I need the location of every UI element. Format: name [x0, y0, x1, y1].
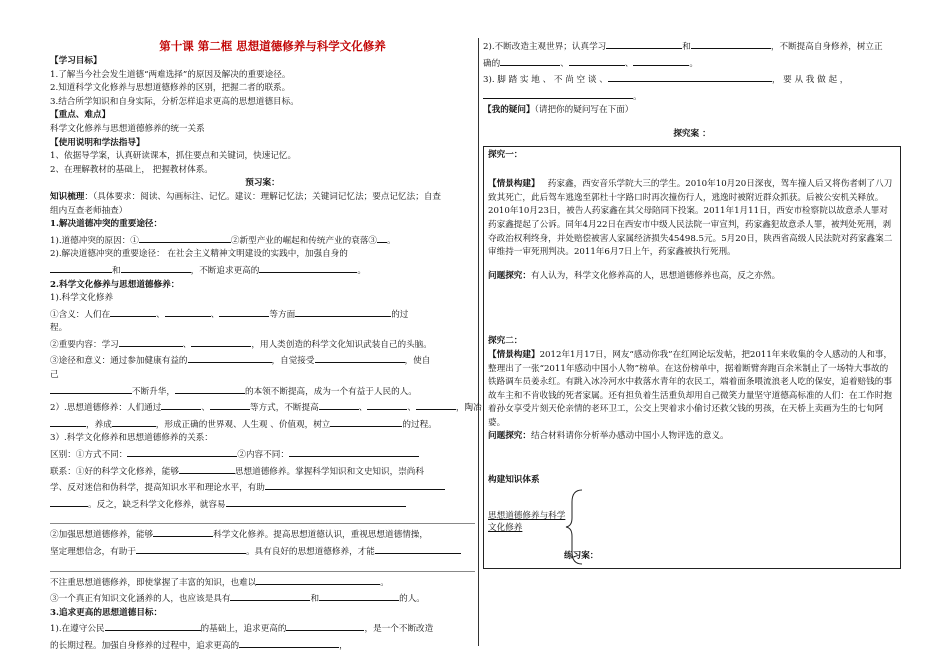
- fill-blank[interactable]: [210, 399, 250, 410]
- fill-blank[interactable]: [188, 352, 272, 363]
- fill-blank[interactable]: [50, 496, 88, 507]
- fill-text: ，使自: [404, 356, 431, 367]
- s2-line: 己: [50, 370, 59, 381]
- fill-text: ，不断提高自身修养，树立正: [770, 42, 883, 52]
- case-1: [488, 178, 896, 260]
- fill-blank[interactable]: [289, 446, 419, 457]
- fill-blank[interactable]: [608, 71, 772, 82]
- case-text: 药家鑫，西安音乐学院大三的学生。2010年10月20日深夜，驾车撞人后又将伤者刺了八刀致其死亡，此后驾车逃逸至郭杜十字路口时再次撞伤行人，逃逸时被附近群众抓获。后被公安机关释放。2010年10月23日，被告人药家鑫在其父母陪同下投案。2011年1月11日，西安市检察院以故意杀人罪对药家鑫提起了公诉。同年4月22日在西安市中级人民法院一审宣判，药家鑫犯故意杀人罪，被判处死刑，剥夺政治权利终身，并处赔偿被害人家属经济损失45498.5元。5月20日，陕西省高级人民法院对药家鑫案二审维持一审死刑判决。2011年6月7日上午，药家鑫被执行死刑。: [488, 179, 893, 258]
- fill-text: 和: [112, 265, 121, 276]
- method-item: 2、在理解教材的基础上， 把握教材体系。: [50, 164, 213, 175]
- fill-text: ③途径和意义：通过参加健康有益的: [50, 356, 188, 367]
- fill-text: 。: [357, 265, 366, 276]
- question-text: 结合材料请你分析举办感动中国小人物评选的意义。: [530, 431, 729, 442]
- fill-text: 的基础上，追求更高的: [200, 624, 287, 635]
- question-label: 问题探究：: [488, 431, 531, 442]
- knowledge-label: 知识梳理: [50, 191, 85, 202]
- fill-blank[interactable]: [175, 383, 245, 394]
- fill-text: 3). 脚 踏 实 地 、 不 尚 空 谈 、: [483, 75, 608, 86]
- map-root-node: 思想道德修养与科学文化修养: [488, 510, 566, 533]
- fill-blank[interactable]: [319, 590, 399, 601]
- case-2: [488, 349, 896, 431]
- case-label: 【情景构建】: [488, 349, 540, 360]
- fill-blank[interactable]: [265, 479, 445, 490]
- fill-blank[interactable]: [165, 306, 211, 317]
- key-heading: 【重点、难点】: [50, 110, 111, 121]
- fill-text: ，养成: [86, 419, 112, 430]
- right-column: [483, 38, 901, 569]
- explore-box: [483, 146, 901, 569]
- fill-text: ②加强思想道德修养，能够: [50, 530, 154, 541]
- fill-blank[interactable]: [367, 399, 407, 410]
- column-divider: [478, 38, 479, 646]
- fill-text: 科学文化修养。提高思想道德认识，重视思想道德情操，: [213, 530, 428, 541]
- goal-item: 2.知道科学文化修养与思想道德修养的区别，把握二者的联系。: [50, 83, 291, 94]
- fill-blank[interactable]: [295, 306, 391, 317]
- fill-text: ，陶冶: [455, 403, 482, 414]
- fill-text: 和: [310, 594, 320, 605]
- fill-text: 的过程。: [402, 419, 437, 430]
- preview-title: 预习案：: [245, 178, 280, 189]
- s1-line-2: 2).解决道德冲突的重要途径： 在社会主义精神文明建设的实践中，加强自身的: [50, 249, 348, 260]
- question-heading: 【我的疑问】: [483, 105, 535, 116]
- fill-text: 。: [380, 577, 389, 588]
- fill-blank[interactable]: [226, 496, 406, 507]
- fill-text: 确的: [483, 58, 501, 69]
- key-text: 科学文化修养与思想道德修养的统一关系: [50, 123, 205, 134]
- goal-item: 1.了解当今社会发生道德“两难选择”的原因及解决的重要途径。: [50, 69, 291, 80]
- fill-text: ，自觉接受: [271, 356, 315, 367]
- section-2-title: 2.科学文化修养与思想道德修养：: [50, 279, 180, 290]
- fill-blank[interactable]: [239, 637, 339, 648]
- fill-text: 。: [633, 91, 642, 102]
- fill-blank[interactable]: [319, 399, 359, 410]
- fill-blank[interactable]: [121, 262, 191, 273]
- knowledge-text: ：（具体要求：阅读、勾画标注、记忆。建议：理解记忆法；关键词记忆法；要点记忆法；自查: [84, 191, 442, 202]
- fill-text: ，形成正确的世界观、人生观 、价值观，树立: [155, 419, 331, 430]
- fill-text: 学、反对迷信和伪科学，提高知识水平和理论水平，有助: [50, 483, 265, 494]
- question-hint: （请把你的疑问写在下面）: [534, 105, 634, 116]
- fill-text: 不断升华，: [132, 386, 175, 397]
- fill-blank[interactable]: [416, 399, 456, 410]
- fill-text: 联系：①好的科学文化修养，能够: [50, 466, 179, 477]
- fill-text: 等方面: [269, 309, 296, 320]
- explore-1-title: 探究一：: [488, 149, 523, 160]
- fill-blank[interactable]: [191, 336, 251, 347]
- fill-blank[interactable]: [315, 352, 405, 363]
- left-column: 第十课 第二框 思想道德修养与科学文化修养 【学习目标】 1.了解当今社会发生道德“两难选择”的原因及解决的重要途径。 2.知道科学文化修养与思想道德修养的区别，把握二者的联系。 3.结合所学知识和自身实际，分析怎样追求更高的思想道德目标。 【重点、难点】 科学文化修养与思想道德修养的统一关系 【使用说明和学法指导】 1、依据导学案，认真研读课本，抓住要点和关键词，快速记忆。 2、在理解教材的基础上， 把握教材体系。 预习案： 知识梳理：（具体要求：阅读、勾画标注、记忆。建议：理解记忆法；关键词记忆法；要点记忆法；自查 组内互查老师抽查） 1.解决道德冲突的重要途径： 1).道德冲突的原因：① ②新型产业的崛起和传统产业的衰落③ 。 2).解决道德冲突的重要途径： 在社会主义精神文明建设的实践中，加强自身的 和 ，不断追求更高的 。 2.科学文化修养与思想道德修养： 1).科学文化修养 ①含义：人们在 、 、 等方面 的过 程。 ②重要内容：学习 、 ，用人类创造的科学文化知识武装自己的头脑。 ③途径和意义：通过参加健康有益的 ，自觉接受 ，使自 己 不断升华， 的本领不断提高，成为一个有益于人民的人。 2）.思想道德修养：人们通过 、 等方式，不断提高 、 、 ，陶冶 ，养成 ，形成正确的世界观、人生观 、价值观，树立 的过程。 3）.科学文化修养和思想道德修养的关系： 区别：①方式不同： ②内容不同： 联系：①好的科学文化修养，能够 思想道德修养。掌握科学知识和文史知识，崇尚科 学、反对迷信和伪科学，提高知识水平和理论水平，有助 。反之，缺乏科学文化修养，就容易 ②加强思想道德修养，能够 科学文化修养。提高思想道德认识，重视思想道德情操， 坚定理想信念，有助于 。具有良好的思想道德修养，才能 不注重思想道德修养，即使掌握了丰富的知识，也难以 。 ③一个真正有知识文化涵养的人，也应该是具有 和 的人。 3.追求更高的思想道德目标： 1).在遵守公民 的基础上，追求更高的 ，是一个不断改造 的长期过程。加强自身修养的过程中，追求更高的 ，: [50, 39, 482, 651]
- fill-text: 和: [682, 42, 691, 52]
- fill-text: ，不断追求更高的: [190, 265, 260, 276]
- fill-blank[interactable]: [105, 620, 201, 631]
- fill-text: 坚定理想信念，有助于: [50, 547, 136, 557]
- fill-text: ，: [339, 640, 348, 651]
- knowledge-text-2: 组内互查老师抽查）: [50, 205, 128, 216]
- fill-text: ②新型产业的崛起和传统产业的衰落③: [230, 235, 378, 246]
- fill-text: 的过: [391, 309, 409, 320]
- question-label: 问题探究：: [488, 270, 531, 281]
- case-label: 【情景构建】: [488, 179, 540, 190]
- fill-text: 区别：①方式不同：: [50, 450, 128, 461]
- divider-line: [50, 512, 475, 524]
- fill-text: ②内容不同：: [237, 450, 289, 461]
- fill-blank[interactable]: [50, 262, 112, 273]
- fill-text: 。: [689, 58, 699, 69]
- fill-blank[interactable]: [153, 526, 213, 537]
- fill-text: 不注重思想道德修养，即使掌握了丰富的知识，也难以: [50, 577, 257, 588]
- fill-text: ③一个真正有知识文化涵养的人，也应该是具有: [50, 594, 231, 605]
- fill-text: 的长期过程。加强自身修养的过程中，追求更高的: [50, 640, 240, 651]
- section-1-title: 1.解决道德冲突的重要途径：: [50, 219, 163, 230]
- fill-blank[interactable]: [377, 232, 387, 243]
- fill-text: 、: [560, 58, 569, 69]
- method-heading: 【使用说明和学法指导】: [50, 137, 145, 148]
- fill-blank[interactable]: [230, 590, 310, 601]
- fill-blank[interactable]: [483, 88, 633, 99]
- explore-title: 探究案 ：: [673, 128, 711, 139]
- explore-2-title: 探究二：: [488, 336, 523, 347]
- fill-blank[interactable]: [633, 55, 689, 66]
- fill-blank[interactable]: [110, 306, 156, 317]
- fill-text: 1).在遵守公民: [50, 624, 105, 635]
- method-item: 1、依据导学案，认真研读课本，抓住要点和关键词，快速记忆。: [50, 151, 297, 162]
- fill-blank[interactable]: [259, 262, 357, 273]
- build-title: 构建知识体系: [488, 475, 540, 486]
- fill-text: ②重要内容：学习: [50, 339, 119, 350]
- fill-text: 2）.思想道德修养：人们通过: [50, 403, 162, 414]
- fill-blank[interactable]: [179, 463, 235, 474]
- fill-blank[interactable]: [139, 232, 231, 243]
- fill-blank[interactable]: [691, 38, 771, 49]
- fill-blank[interactable]: [127, 446, 237, 457]
- case-text: 2012年1月17日，网友“感动你我”在红网论坛发帖，把2011年来收集的令人感动的人和事，整理出了一张“2011年感动中国小人物”榜单。在这份榜单中，据着断臂奔跑百余米制止了一场特大事故的铁路调车员姜永红。有跳入冰冷河水中救落水青年的农民工，端着面条喂流浪老人吃的保安，追着赔钱的事故车主和不肯收钱的死者家属。还有担负着生活重负却用自己微笑力量坚守道德高标准的人们：在工作时抱着孙女享受片刻天伦亲情的老环卫工，公交上哭着求小偷讨还救父钱的男孩，在天桥上卖画为生的七旬阿婆。: [488, 349, 893, 428]
- fill-text: ①含义：人们在: [50, 309, 111, 320]
- fill-blank[interactable]: [161, 399, 201, 410]
- goal-item: 3.结合所学知识和自身实际，分析怎样追求更高的思想道德目标。: [50, 96, 299, 107]
- fill-blank[interactable]: [119, 336, 183, 347]
- fill-text: 2).不断改造主观世界；认真学习: [483, 42, 607, 52]
- fill-text: 。反之，缺乏科学文化修养，就容易: [88, 499, 226, 510]
- fill-blank[interactable]: [606, 38, 682, 49]
- fill-text: 。具有良好的思想道德修养，才能: [245, 547, 375, 557]
- fill-text: 的本领不断提高，成为一个有益于人民的人。: [244, 386, 417, 397]
- fill-blank[interactable]: [50, 383, 132, 394]
- fill-text: ，用人类创造的科学文化知识武装自己的头脑。: [251, 339, 432, 350]
- fill-blank[interactable]: [219, 306, 269, 317]
- knowledge-map: [488, 488, 896, 566]
- goals-heading: 【学习目标】: [50, 56, 102, 66]
- s2-line: 3）.科学文化修养和思想道德修养的关系：: [50, 433, 213, 444]
- fill-text: 的人。: [399, 594, 425, 605]
- fill-blank[interactable]: [375, 543, 461, 554]
- fill-text: 。: [387, 235, 396, 246]
- fill-text: 1).道德冲突的原因：①: [50, 235, 139, 246]
- fill-text: 思想道德修养。掌握科学知识和文史知识，崇尚科: [234, 466, 424, 477]
- fill-blank[interactable]: [256, 574, 380, 585]
- fill-blank[interactable]: [50, 416, 86, 427]
- s2-line: 程。: [50, 323, 68, 334]
- fill-blank[interactable]: [112, 416, 156, 427]
- fill-blank[interactable]: [286, 620, 364, 631]
- page-title: 第十课 第二框 思想道德修养与科学文化修养: [159, 39, 386, 53]
- s2-line: 1).科学文化修养: [50, 293, 114, 304]
- fill-blank[interactable]: [136, 543, 246, 554]
- fill-text: 等方式，不断提高: [249, 403, 319, 414]
- fill-text: ，是一个不断改造: [364, 624, 434, 635]
- fill-blank[interactable]: [569, 55, 625, 66]
- question-text: 有人认为，科学文化修养高的人，思想道德修养也高，反之亦然。: [530, 270, 781, 281]
- fill-blank[interactable]: [500, 55, 560, 66]
- divider-line: [50, 560, 475, 572]
- practice-title: 练习案：: [564, 550, 599, 561]
- fill-blank[interactable]: [330, 416, 402, 427]
- fill-text: ， 要 从 我 做 起 ，: [771, 75, 849, 86]
- section-3-title: 3.追求更高的思想道德目标：: [50, 607, 163, 618]
- fill-text: 、: [624, 58, 634, 69]
